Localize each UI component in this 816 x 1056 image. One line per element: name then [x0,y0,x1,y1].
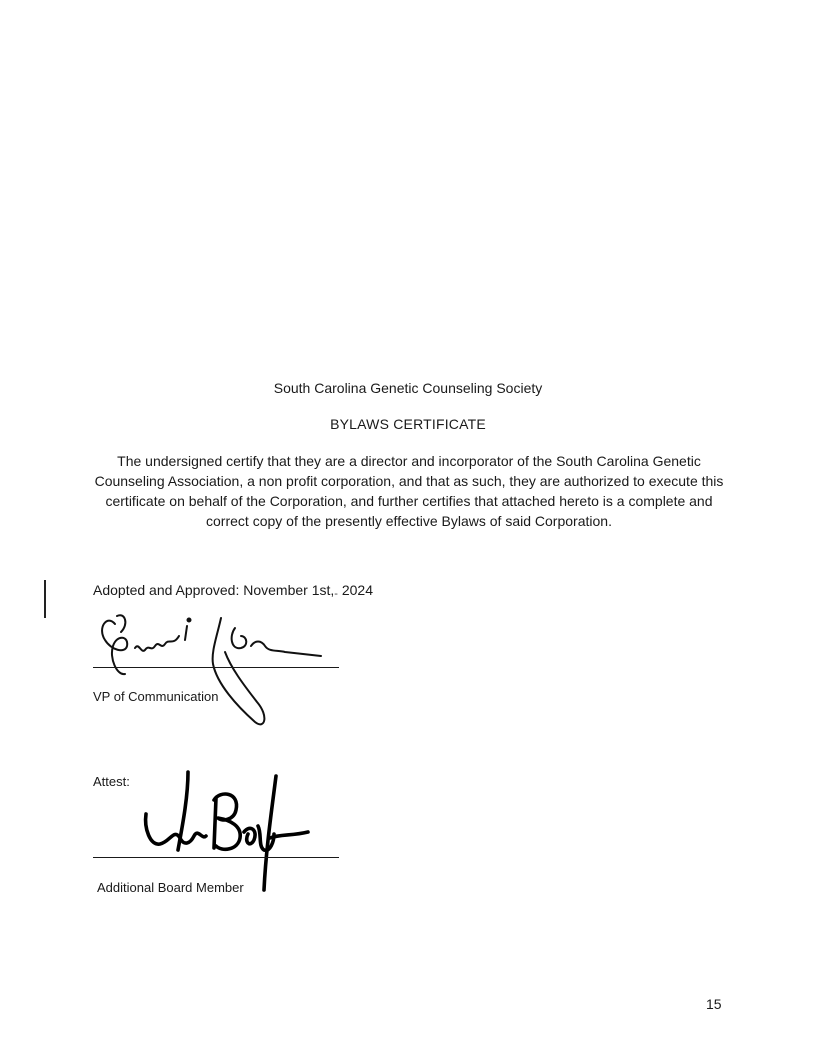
vp-signature-icon [95,606,330,736]
board-member-signature-icon [140,768,315,898]
certificate-body: The undersigned certify that they are a director and incorporator of the South Carolina Genetic Counseling Association, a non profit corporation, and that as such, they are authorized to execute this certificate on behalf of the Corporation, and further certifies that attached hereto is a complete and correct copy of the presently effective Bylaws of said Corporation. [94,453,724,529]
document-title: BYLAWS CERTIFICATE [330,416,486,432]
vp-role-label: VP of Communication [93,689,219,704]
board-member-role-label: Additional Board Member [97,880,244,895]
adoption-year: 2024 [337,582,373,598]
deletion-mark: - [334,588,338,600]
adoption-label: Adopted and Approved: November 1st, [93,582,335,598]
page-number: 15 [706,996,722,1012]
adoption-line [93,582,373,598]
signature-line-2 [93,857,339,858]
signature-line-1 [93,667,339,668]
text-cursor [44,580,46,618]
attest-label: Attest: [93,774,130,789]
organization-name: South Carolina Genetic Counseling Society [273,380,543,396]
